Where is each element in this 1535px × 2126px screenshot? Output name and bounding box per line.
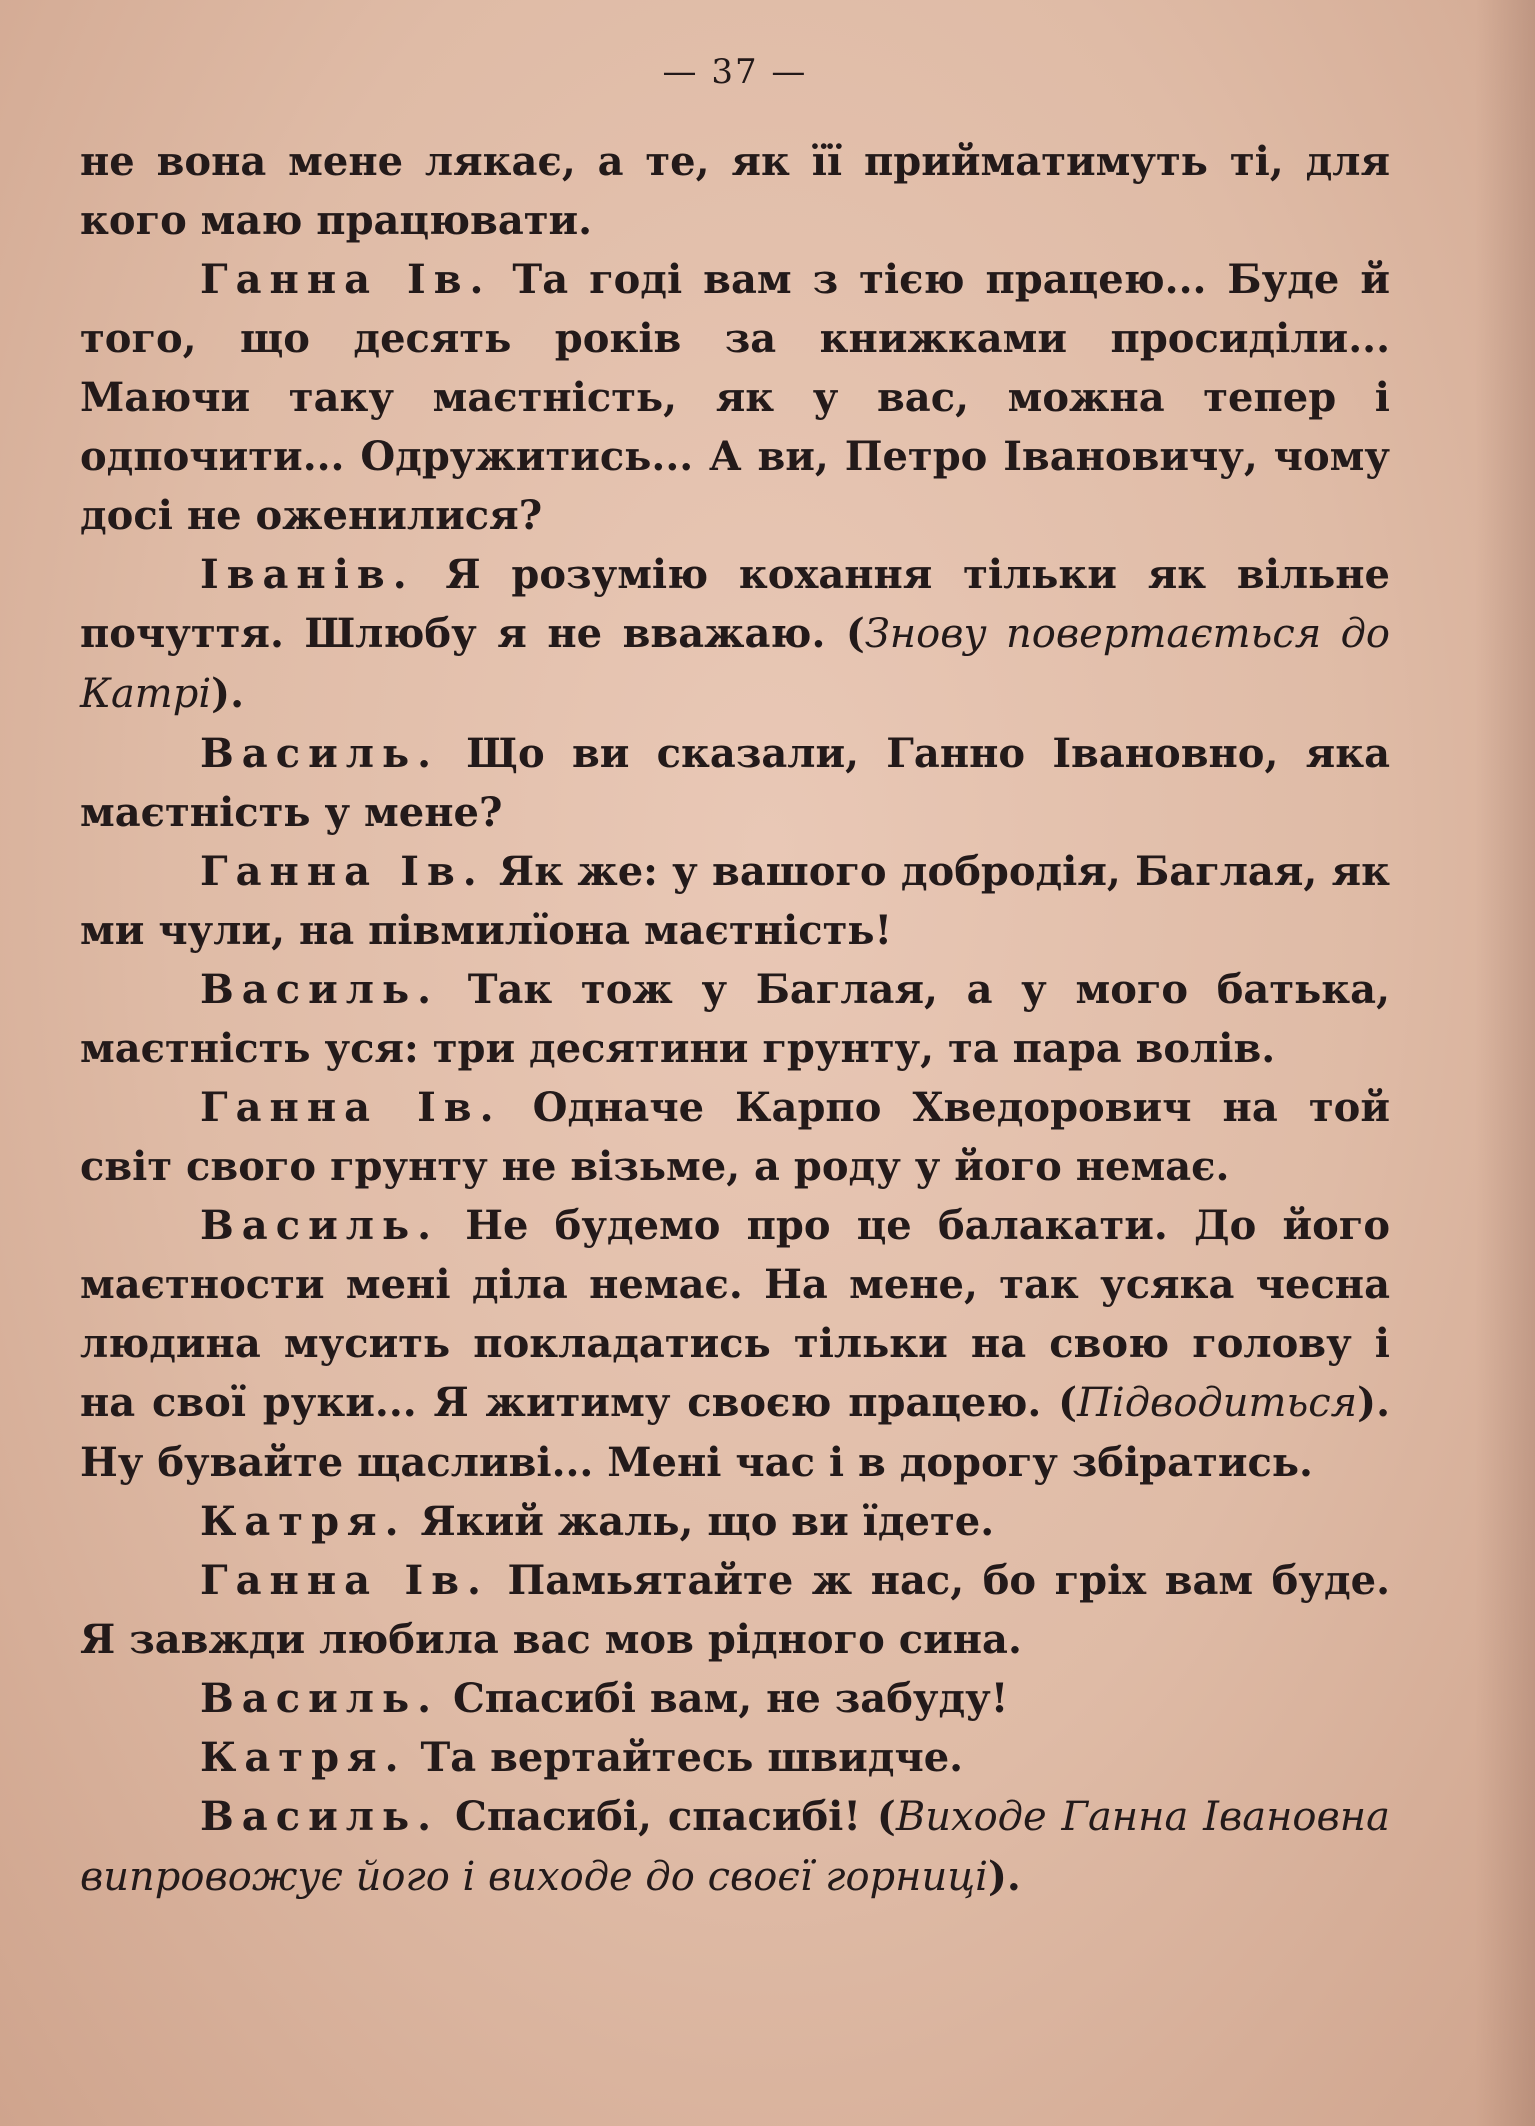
speaker-name: Катря. [200, 1498, 407, 1545]
dialogue-line [80, 960, 1390, 1078]
speaker-name: Василь. [200, 966, 440, 1013]
dialogue-text: Не будемо про це балакати. До його маєтности мені діла немає. На мене, так усяка чесна людина мусить покладатись тільки на свою голову і на свої руки... Я житиму своєю працею. ( [80, 1202, 1390, 1426]
dialogue-line [80, 1551, 1390, 1669]
dialogue-text-after: ). [211, 670, 244, 717]
dialogue-text: Так тож у Баглая, а у мого батька, маєтність уся: три десятини грунту, та пара волів. [80, 966, 1390, 1072]
paragraph-continuation [80, 132, 1390, 250]
speaker-name: Ганна Ів. [200, 1084, 502, 1131]
dialogue-line [80, 1728, 1390, 1787]
speaker-name: Ганна Ів. [200, 256, 492, 303]
dialogue-text: Спасибі, спасибі! ( [439, 1793, 896, 1840]
speaker-name: Василь. [200, 1675, 440, 1722]
play-text [80, 132, 1390, 1907]
dialogue-text: Памьятайте ж нас, бо гріх вам буде. Я завжди любила вас мов рідного сина. [80, 1557, 1390, 1663]
dialogue-text-after: ). [987, 1853, 1021, 1900]
stage-direction: Знову повертається до Катрі [80, 611, 1390, 717]
dialogue-text: Що ви сказали, Ганно Івановно, яка маєтність у мене? [80, 730, 1390, 836]
dialogue-line [80, 545, 1390, 724]
dialogue-line [80, 1196, 1390, 1492]
page-shadow [1475, 0, 1535, 2126]
speaker-name: Василь. [200, 730, 440, 777]
paragraph-text: не вона мене лякає, а те, як її прийматимуть ті, для кого маю працювати. [80, 138, 1390, 244]
stage-direction: Виходе Ганна Івановна випровожує його і виходе до своєї горниці [80, 1794, 1390, 1900]
dialogue-text: Як же: у вашого добродія, Баглая, як ми чули, на півмилїона маєтність! [80, 848, 1390, 954]
speaker-name: Ганна Ів. [200, 1557, 489, 1604]
speaker-name: Катря. [200, 1734, 407, 1781]
dialogue-text: Який жаль, що ви їдете. [406, 1498, 995, 1545]
dialogue-line [80, 1492, 1390, 1551]
dialogue-text: Спасибі вам, не забуду! [439, 1675, 1009, 1722]
stage-direction: Підводиться [1077, 1380, 1358, 1426]
dialogue-line [80, 1669, 1390, 1728]
dialogue-text: Одначе Карпо Хведорович на той світ свого грунту не візьме, а роду у його немає. [80, 1084, 1390, 1190]
dialogue-text: Я розумію кохання тільки як вільне почуття. Шлюбу я не вважаю. ( [80, 551, 1390, 657]
speaker-name: Василь. [200, 1793, 440, 1840]
dialogue-line [80, 250, 1390, 545]
speaker-name: Василь. [200, 1202, 440, 1249]
page-number: — 37 — [662, 52, 808, 92]
dialogue-text: Та вертайтесь швидче. [406, 1734, 964, 1781]
dialogue-line [80, 1787, 1390, 1907]
speaker-name: Іванів. [200, 551, 415, 598]
dialogue-line [80, 1078, 1390, 1196]
dialogue-text: Та годі вам з тією працею... Буде й того, що десять років за книжками просиділи... Маючи таку маєтність, як у вас, можна тепер і одпочити... Одружитись... А ви, Петро Івановичу, чому досі не оженилися? [80, 256, 1390, 539]
dialogue-text-after: ). Ну бувайте щасливі... Мені час і в дорогу збіратись. [80, 1379, 1390, 1486]
dialogue-line [80, 724, 1390, 842]
dialogue-line [80, 842, 1390, 960]
speaker-name: Ганна Ів. [200, 848, 485, 895]
